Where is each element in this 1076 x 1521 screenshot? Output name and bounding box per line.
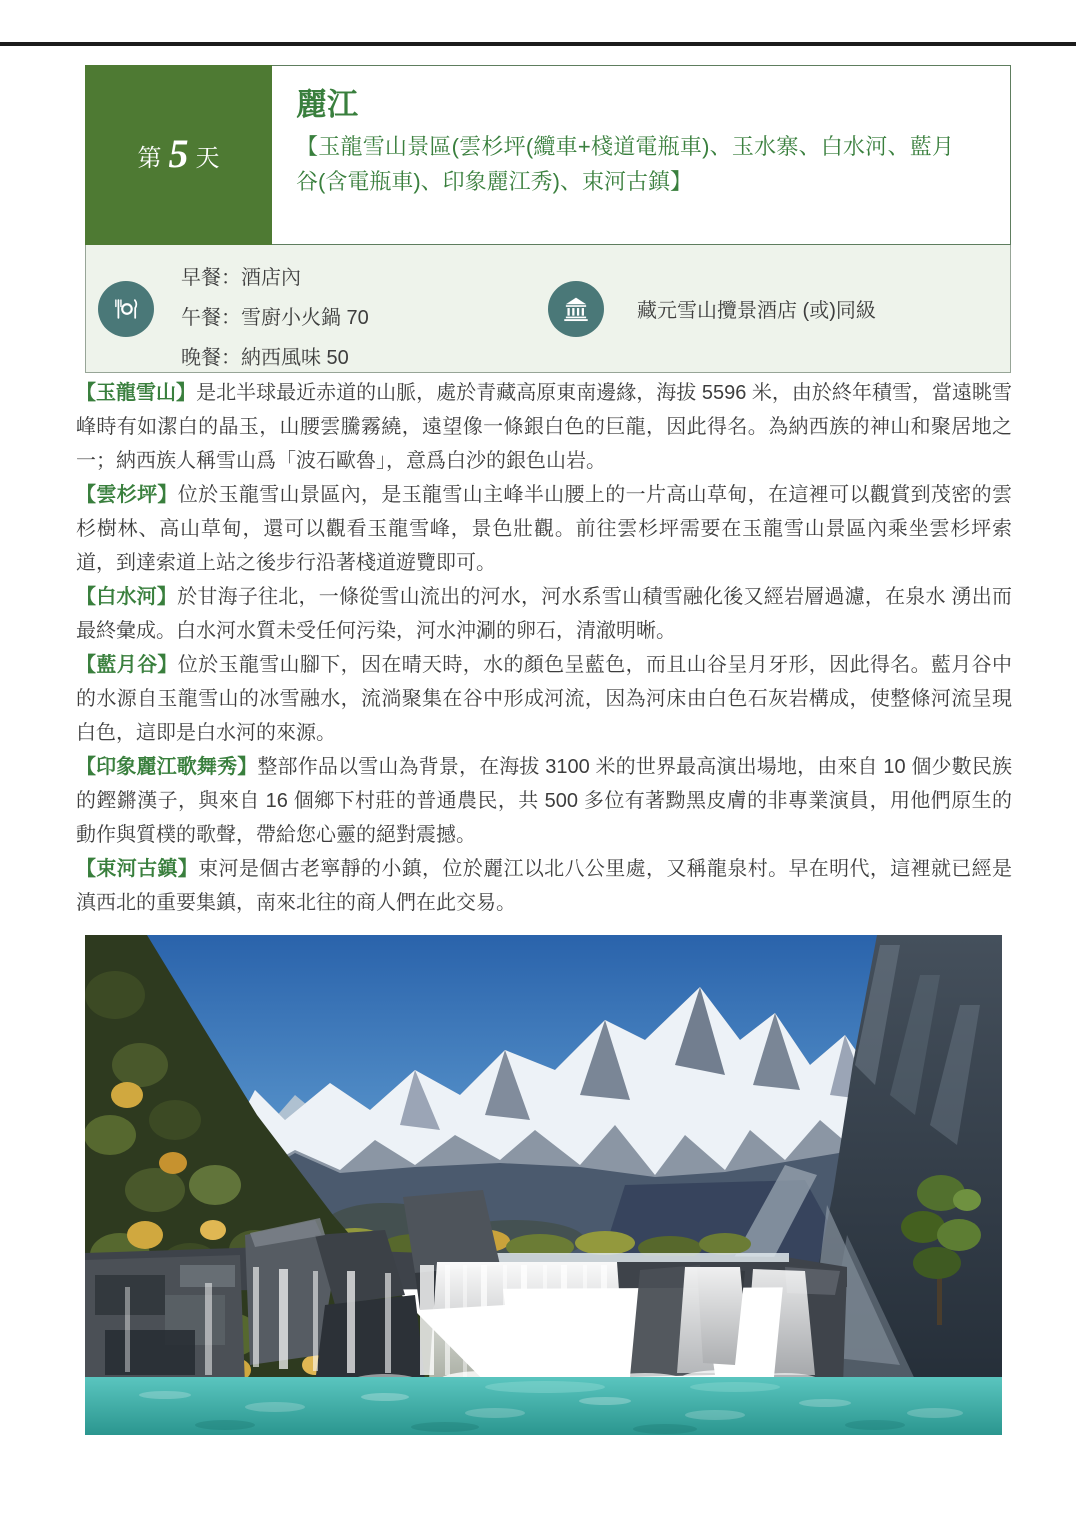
breakfast-line: 早餐：酒店內 [181, 267, 301, 289]
day-badge [85, 65, 272, 245]
day-suffix: 天 [195, 144, 220, 172]
day-prefix: 第 [137, 144, 162, 172]
attraction-name: 【印象麗江歌舞秀】 [76, 756, 258, 778]
page-title: 麗江 [296, 87, 358, 122]
description-section [76, 376, 1012, 920]
attraction-description: 於甘海子往北，一條從雪山流出的河水，河水系雪山積雪融化後又經岩層過濾，在泉水 湧出而最終彙成。白水河水質未受任何污染，河水沖涮的卵石，清澈明晰。 [76, 586, 1012, 642]
attraction-name: 【玉龍雪山】 [76, 382, 197, 404]
lunch-line: 午餐：雪廚小火鍋 70 [181, 307, 369, 329]
attraction-description: 整部作品以雪山為背景，在海拔 3100 米的世界最高演出場地，由來自 10 個少數民族的鏗鏘漢子，與來自 16 個鄉下村莊的普通農民，共 500 多位有著黝黑皮膚的非專業演員，用他們原生的動作與質樸的歌聲，帶給您心靈的絕對震撼。 [76, 756, 1012, 846]
meals-icon-cell [86, 245, 166, 372]
attraction-name: 【束河古鎮】 [76, 858, 199, 880]
dinner-line: 晚餐：納西風味 50 [181, 347, 349, 369]
hotel-icon-cell [530, 245, 621, 372]
day-header [85, 65, 1011, 245]
attraction-paragraph [76, 648, 1012, 750]
attraction-name: 【藍月谷】 [76, 654, 178, 676]
mountain-scene [85, 935, 1002, 1435]
attraction-description: 位於玉龍雪山腳下，因在晴天時，水的顏色呈藍色，而且山谷呈月牙形，因此得名。藍月谷中的水源自玉龍雪山的冰雪融水，流淌聚集在谷中形成河流，因為河床由白色石灰岩構成，使整條河流呈現白色，這即是白水河的來源。 [76, 654, 1013, 744]
blue-moon-valley-photo [85, 935, 1002, 1435]
hotel-icon [548, 281, 604, 337]
attraction-paragraph [76, 376, 1012, 478]
itinerary-summary: 【玉龍雪山景區(雲杉坪(纜車+棧道電瓶車)、玉水寨、白水河、藍月谷(含電瓶車)、印象麗江秀)、束河古鎮】 [296, 134, 954, 194]
attraction-paragraph [76, 580, 1012, 648]
top-rule [0, 42, 1076, 46]
meals-list [166, 245, 530, 372]
title-cell [272, 65, 1011, 245]
attraction-description: 位於玉龍雪山景區內，是玉龍雪山主峰半山腰上的一片高山草甸，在這裡可以觀賞到茂密的雲杉樹林、高山草甸，還可以觀看玉龍雪峰，景色壯觀。前往雲杉坪需要在玉龍雪山景區內乘坐雲杉坪索道，到達索道上站之後步行沿著棧道遊覽即可。 [76, 484, 1013, 574]
attraction-name: 【雲杉坪】 [76, 484, 178, 506]
fork-knife-glyph [107, 290, 145, 328]
day-number: 5 [168, 130, 189, 176]
attraction-description: 是北半球最近赤道的山脈，處於青藏高原東南邊緣，海拔 5596 米，由於終年積雪，當遠眺雪峰時有如潔白的晶玉，山腰雲騰霧繞，遠望像一條銀白色的巨龍，因此得名。為納西族的神山和聚居地之一；納西族人稱雪山爲「波石歐魯」，意爲白沙的銀色山岩。 [76, 382, 1013, 472]
restaurant-icon [98, 281, 154, 337]
attraction-name: 【白水河】 [76, 586, 178, 608]
meals-hotel-row [85, 245, 1011, 373]
hotel-name: 藏元雪山攬景酒店 (或)同級 [637, 300, 876, 322]
building-glyph [557, 290, 595, 328]
attraction-paragraph [76, 852, 1012, 920]
attraction-description: 束河是個古老寧靜的小鎮，位於麗江以北八公里處，又稱龍泉村。早在明代，這裡就已經是滇西北的重要集鎮，南來北往的商人們在此交易。 [76, 858, 1013, 914]
attraction-paragraph [76, 750, 1012, 852]
attraction-paragraph [76, 478, 1012, 580]
